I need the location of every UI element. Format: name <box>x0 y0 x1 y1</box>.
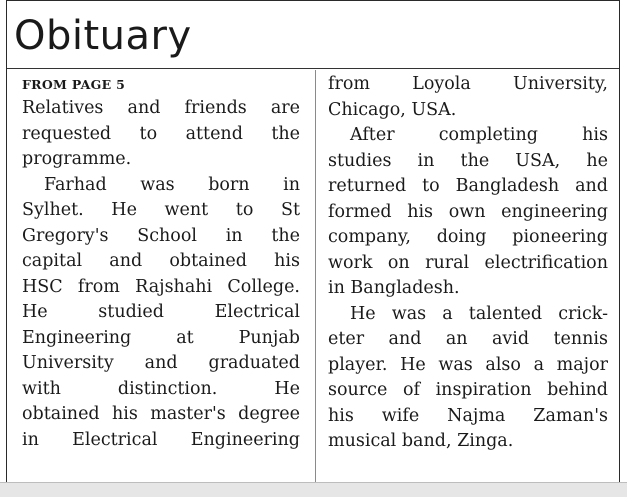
paragraph-career <box>328 123 608 302</box>
text-line: his wife Najma Zaman's <box>328 405 608 426</box>
text-line: He was a talented crick- <box>350 303 608 324</box>
paragraph-relatives <box>22 96 300 173</box>
text-line: Relatives and friends are <box>22 98 300 118</box>
text-line: from Loyola University, <box>328 74 608 94</box>
text-line: returned to Bangladesh and <box>328 176 608 196</box>
text-line: with distinction. He <box>22 378 300 399</box>
text-line: musical band, Zinga. <box>328 431 514 451</box>
text-line: company, doing pioneering <box>328 227 608 247</box>
text-line: source of inspiration behind <box>328 380 608 400</box>
text-line: Sylhet. He went to St <box>22 200 300 220</box>
text-line: capital and obtained his <box>22 251 300 271</box>
text-line: eter and an avid tennis <box>328 329 608 349</box>
text-line: work on rural electrification <box>328 252 608 273</box>
paragraph-loyola <box>328 72 608 123</box>
text-line: requested to attend the <box>22 123 300 144</box>
text-line: After completing his <box>350 125 608 145</box>
text-line: programme. <box>22 149 132 169</box>
text-line: Farhad was born in <box>44 174 300 195</box>
text-line: Engineering at Punjab <box>22 327 300 348</box>
column-divider <box>315 70 316 482</box>
text-line: He studied Electrical <box>22 302 300 322</box>
text-line: HSC from Rajshahi College. <box>22 276 300 297</box>
right-column <box>328 72 608 455</box>
text-line: player. He was also a major <box>328 354 608 375</box>
paragraph-biography <box>22 173 300 454</box>
continuation-kicker: FROM PAGE 5 <box>22 77 126 92</box>
text-line: in Electrical Engineering <box>22 429 300 450</box>
title-divider <box>7 68 619 69</box>
text-line: Gregory's School in the <box>22 225 300 246</box>
text-line: obtained his master's degree <box>22 404 300 424</box>
paragraph-sports <box>328 302 608 455</box>
text-line: formed his own engineering <box>328 201 608 222</box>
left-column <box>22 72 300 453</box>
page-footer-band <box>0 482 627 497</box>
text-line: studies in the USA, he <box>328 150 608 171</box>
text-line: in Bangladesh. <box>328 278 460 298</box>
text-line: University and graduated <box>22 353 300 373</box>
article-title: Obituary <box>14 13 192 59</box>
text-line: Chicago, USA. <box>328 99 457 120</box>
